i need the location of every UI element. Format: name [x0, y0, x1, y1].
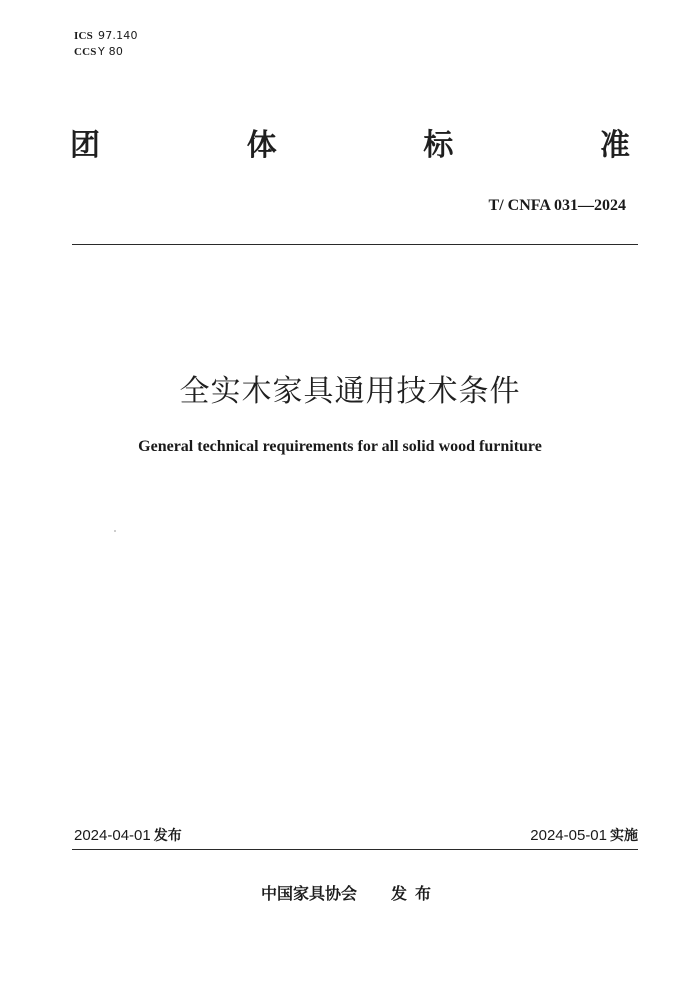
standard-number: T/ CNFA 031—2024: [488, 197, 626, 214]
ccs-label: CCS: [74, 46, 97, 58]
doc-type-char: 团: [70, 128, 100, 163]
publisher-action: 发布: [391, 884, 440, 903]
ics-line: [74, 28, 138, 44]
ics-value: 97.140: [98, 29, 138, 42]
implement-label: 实施: [610, 828, 638, 844]
doc-type-char: 标: [423, 128, 454, 163]
doc-type-char: 体: [246, 128, 277, 163]
doc-type-char: 准: [599, 128, 630, 163]
bottom-divider: [72, 849, 638, 850]
chinese-title: 全实木家具通用技术条件: [179, 374, 521, 409]
classification-codes: [74, 28, 138, 60]
implement-date: 2024-05-01: [530, 827, 607, 844]
scan-speck: [114, 530, 116, 532]
ccs-line: [74, 44, 138, 60]
publisher-name: 中国家具协会: [260, 884, 357, 903]
publish-label: 发布: [153, 828, 182, 844]
ics-label: ICS: [74, 30, 93, 42]
top-divider: [72, 244, 638, 245]
publish-date: 2024-04-01: [74, 827, 151, 844]
implement-date-line: [530, 826, 638, 846]
publisher-line: [0, 883, 700, 905]
document-type-heading: [70, 126, 630, 166]
ccs-value: Y 80: [98, 45, 124, 58]
publish-date-line: [74, 826, 182, 846]
english-title: General technical requirements for all solid wood furniture: [138, 438, 542, 455]
